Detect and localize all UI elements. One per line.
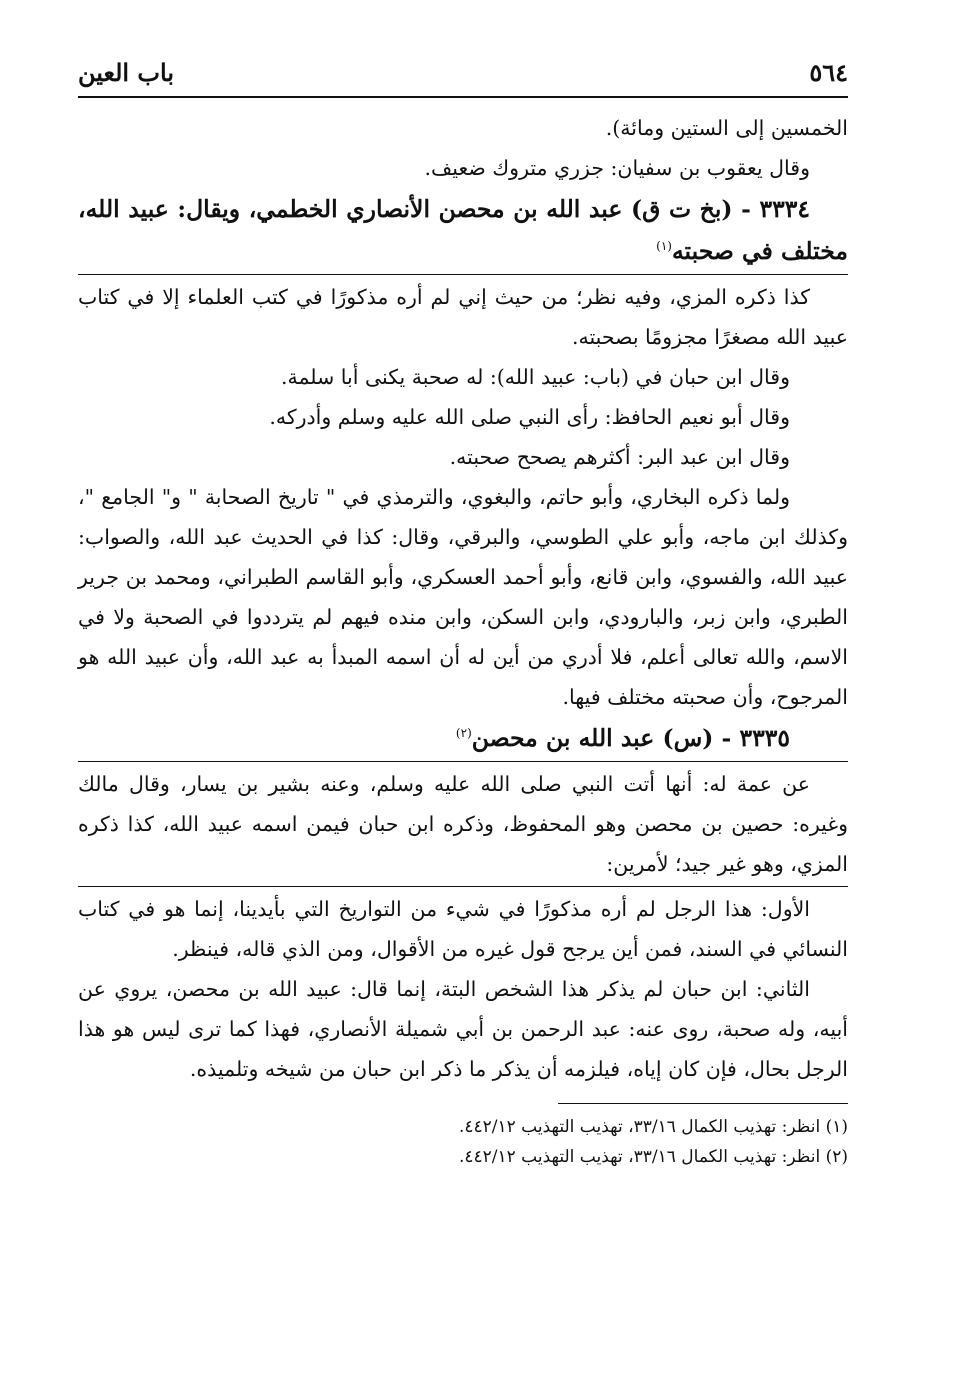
book-page <box>78 58 848 1172</box>
footnote-marker: (٢) <box>455 726 472 741</box>
divider <box>78 761 848 762</box>
paragraph: الثاني: ابن حبان لم يذكر هذا الشخص البتة، إنما قال: عبيد الله بن محصن، يروي عن أبيه، وله صحبة، روى عنه: عبد الرحمن بن أبي شميلة الأنصاري، فهذا كما ترى ليس هو هذا الرجل بحال، فإن كان إياه، فيلزمه أن يذكر ما ذكر ابن حبان من شيخه وتلميذه. <box>78 977 848 1081</box>
entry-heading-text: ٣٣٣٥ - (س) عبد الله بن محصن <box>471 724 790 752</box>
paragraph: وقال يعقوب بن سفيان: جزري متروك ضعيف. <box>424 156 810 180</box>
footnotes <box>78 1112 848 1172</box>
footnote-marker: (١) <box>656 239 672 254</box>
footnote-rule <box>558 1103 848 1104</box>
divider <box>78 886 848 887</box>
paragraph: ولما ذكره البخاري، وأبو حاتم، والبغوي، والترمذي في " تاريخ الصحابة " و" الجامع "، وكذلك ابن ماجه، وأبو علي الطوسي، والبرقي، وقال: كذا في الحديث عبد الله، والصواب: عبيد الله، والفسوي، وابن قانع، وأبو أحمد العسكري، وأبو القاسم الطبراني، ومحمد بن جرير الطبري، وابن زبر، والبارودي، وابن السكن، وابن منده فيهم لم يترددوا في الصحبة ولا في الاسم، والله تعالى أعلم، فلا أدري من أين له أن اسمه المبدأ به عبد الله، وأن عبيد الله هو المرجوح، وأن صحبته مختلف فيها. <box>78 485 848 709</box>
paragraph: عن عمة له: أنها أتت النبي صلى الله عليه وسلم، وعنه بشير بن يسار، وقال مالك وغيره: حصين بن محصن وهو المحفوظ، وذكره ابن حبان فيمن اسمه عبيد الله، كذا ذكره المزي، وهو غير جيد؛ لأمرين: <box>78 772 848 876</box>
divider <box>78 274 848 275</box>
paragraph: وقال ابن عبد البر: أكثرهم يصحح صحبته. <box>449 445 790 469</box>
page-number: ٥٦٤ <box>809 58 848 87</box>
chapter-title: باب العين <box>78 58 175 87</box>
paragraph: الأول: هذا الرجل لم أره مذكورًا في شيء من التواريخ التي بأيدينا، إنما هو في كتاب النسائي في السند، فمن أين يرجح قول غيره من الأقوال، ومن الذي قاله، فينظر. <box>78 897 848 961</box>
paragraph: وقال أبو نعيم الحافظ: رأى النبي صلى الله عليه وسلم وأدركه. <box>269 405 790 429</box>
entry-heading <box>78 188 848 272</box>
page-body <box>78 108 848 1089</box>
entry-heading <box>78 717 848 759</box>
paragraph: وقال ابن حبان في (باب: عبيد الله): له صحبة يكنى أبا سلمة. <box>280 365 790 389</box>
footnote: (٢) انظر: تهذيب الكمال ٣٣/١٦، تهذيب التهذيب ٤٤٢/١٢. <box>458 1147 848 1167</box>
paragraph: الخمسين إلى الستين ومائة). <box>605 116 848 140</box>
paragraph: كذا ذكره المزي، وفيه نظر؛ من حيث إني لم أره مذكورًا في كتب العلماء إلا في كتاب عبيد الله مصغرًا مجزومًا بصحبته. <box>78 285 848 349</box>
page-header <box>78 58 848 98</box>
footnote: (١) انظر: تهذيب الكمال ٣٣/١٦، تهذيب التهذيب ٤٤٢/١٢. <box>458 1117 848 1137</box>
entry-heading-text: ٣٣٣٤ - (بخ ت ق) عبد الله بن محصن الأنصاري الخطمي، ويقال: عبيد الله، مختلف في صحبته <box>78 195 848 265</box>
